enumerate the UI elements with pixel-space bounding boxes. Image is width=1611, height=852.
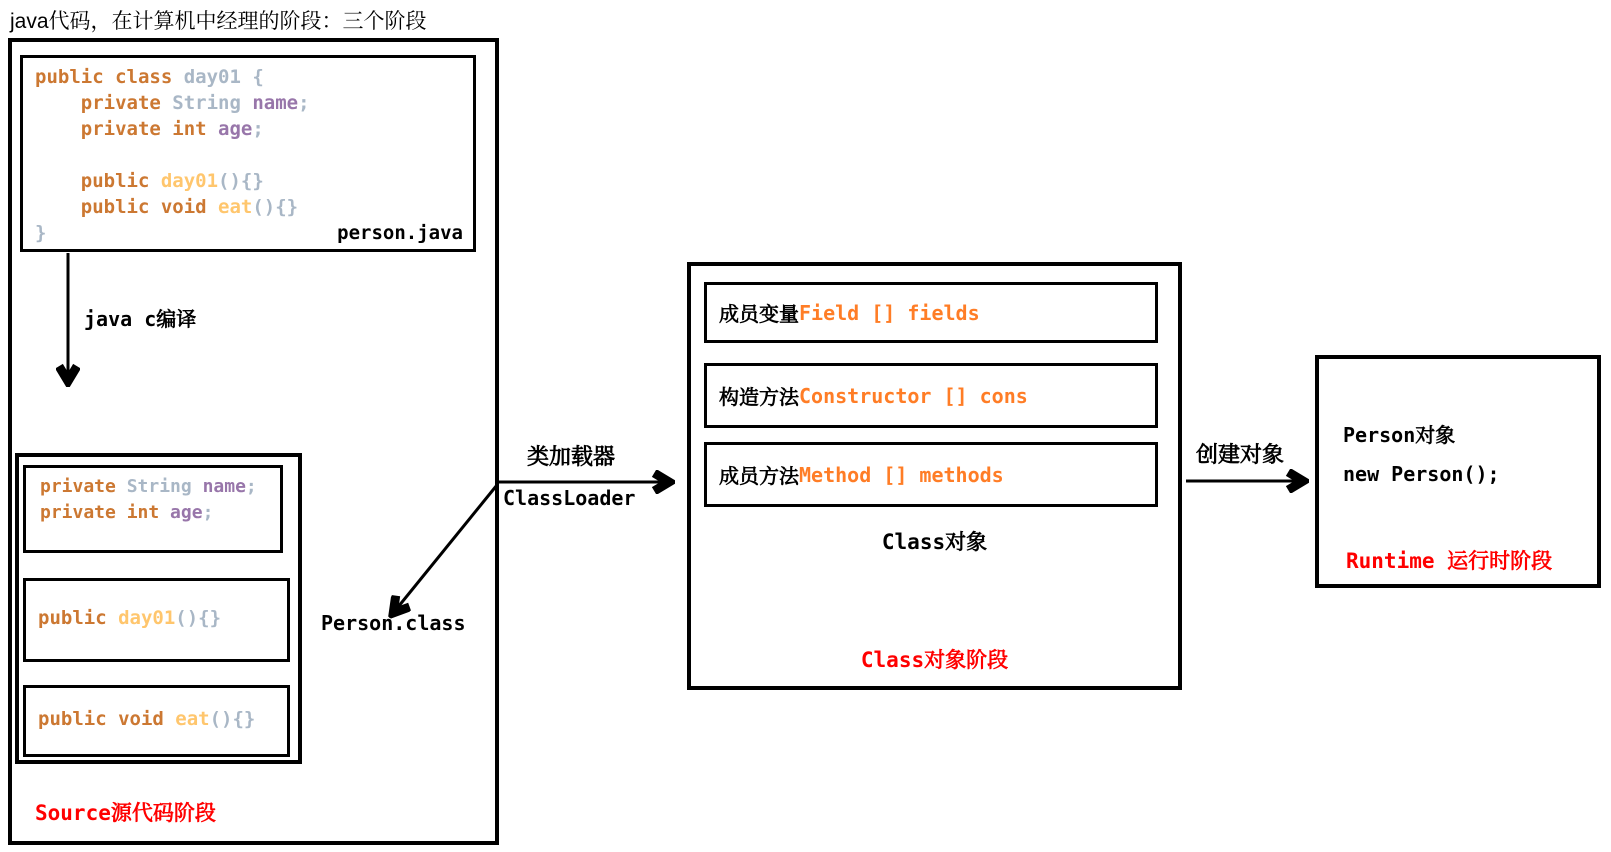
- code-line: [35, 194, 463, 220]
- code-token: day01: [160, 170, 219, 192]
- code-token: (){}: [218, 170, 264, 192]
- code-token: private int: [40, 502, 171, 523]
- person-class-label: Person.class: [321, 611, 466, 635]
- code-token: public: [38, 607, 119, 629]
- classloader-label-cn: 类加载器: [527, 445, 616, 470]
- code-line: [35, 64, 463, 90]
- code-line: [35, 116, 463, 142]
- code-token: String: [172, 92, 253, 114]
- classloader-label-en: ClassLoader: [503, 486, 636, 510]
- code-token: public class: [35, 66, 184, 88]
- code-box-person-java: [20, 55, 476, 252]
- code-token: private int: [35, 118, 219, 140]
- source-stage-label: Source源代码阶段: [35, 801, 216, 825]
- code-token: name: [252, 92, 299, 114]
- code-token: private: [35, 92, 173, 114]
- code-line: [40, 474, 280, 500]
- code-token: eat: [175, 708, 210, 730]
- code-token: private: [40, 476, 127, 497]
- code-line: [35, 90, 463, 116]
- code-token: {: [252, 66, 264, 88]
- code-token: public void: [35, 196, 219, 218]
- code-token: age: [218, 118, 253, 140]
- code-token: age: [170, 502, 203, 523]
- class-row-fields: [704, 282, 1158, 343]
- row-label-cn: 成员变量: [719, 302, 799, 326]
- compile-arrow-label: java c编译: [84, 307, 197, 331]
- code-token: }: [35, 222, 47, 244]
- code-token: ;: [245, 476, 257, 497]
- code-line: [38, 607, 221, 633]
- row-label-cn: 成员方法: [719, 464, 799, 488]
- class-object-label: Class对象: [881, 530, 988, 554]
- code-line-blank: [35, 142, 463, 168]
- code-token: (){}: [209, 708, 256, 730]
- fragment-fields-box: [23, 465, 283, 553]
- code-token: ;: [202, 502, 214, 523]
- code-token: name: [202, 476, 246, 497]
- code-line: [35, 168, 463, 194]
- code-token: public: [35, 170, 161, 192]
- class-row-constructor: [704, 363, 1158, 428]
- code-token: ;: [298, 92, 310, 114]
- code-token: eat: [218, 196, 253, 218]
- page-title: java代码，在计算机中经理的阶段：三个阶段: [10, 10, 427, 33]
- code-token: ;: [252, 118, 264, 140]
- class-stage-label: Class对象阶段: [860, 648, 1009, 672]
- row-label-en: Method [] methods: [799, 462, 1004, 487]
- code-token: day01: [183, 66, 253, 88]
- runtime-stage-label: Runtime 运行时阶段: [1346, 549, 1553, 573]
- code-line: [38, 708, 255, 734]
- fragment-constructor-box: [23, 578, 290, 662]
- runtime-code: new Person();: [1343, 462, 1500, 486]
- code-token: public void: [38, 708, 176, 730]
- runtime-panel: [1315, 355, 1601, 588]
- code-token: String: [126, 476, 203, 497]
- create-object-label: 创建对象: [1196, 443, 1285, 468]
- row-label-en: Field [] fields: [799, 300, 980, 325]
- code-token: day01: [118, 607, 176, 629]
- code-line: [40, 500, 280, 526]
- class-row-methods: [704, 442, 1158, 507]
- fragment-method-box: [23, 685, 290, 757]
- runtime-object-label: Person对象: [1343, 423, 1456, 447]
- row-label-cn: 构造方法: [719, 385, 799, 409]
- row-label-en: Constructor [] cons: [799, 383, 1028, 408]
- code-token: (){}: [252, 196, 299, 218]
- code-token: (){}: [175, 607, 222, 629]
- filename-label: person.java: [337, 222, 463, 244]
